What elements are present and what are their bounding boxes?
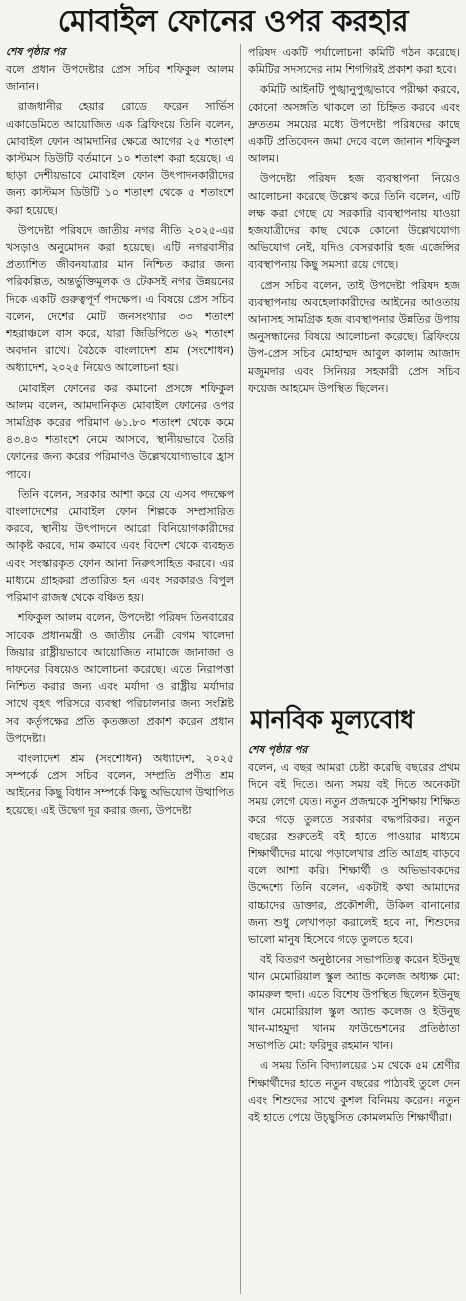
continued-kicker: শেষ পৃষ্ঠার পর xyxy=(6,46,66,58)
paragraph: রাজধানীর হেয়ার রোডে ফরেন সার্ভিস একাডেমিতে আয়োজিত এক ব্রিফিংয়ে তিনি বলেন, মোবাইল ফোন আমদানির ক্ষেত্রে আগের ২৫ শতাংশ কাস্টমস ডিউটি বর্তমানে ১০ শতাংশ করা হয়েছে। এ ছাড়া দেশীয়ভাবে মোবাইল ফোন উৎপাদনকারীদের জন্য কাস্টমস ডিউটি ১০ শতাংশ থেকে ৫ শতাংশে করা হয়েছে। xyxy=(6,100,234,217)
right-top-column xyxy=(248,44,460,694)
paragraph: কমিটি আইনটি পুঙ্খানুপুঙ্খভাবে পরীক্ষা করবে, কোনো অসঙ্গতি থাকলে তা চিহ্নিত করবে এবং দ্রুততম সময়ের মধ্যে উপদেষ্টা পরিষদের কাছে একটি প্রতিবেদন জমা দেবে বলে জানান শফিকুল আলম। xyxy=(248,83,460,166)
page-headline: মোবাইল ফোনের ওপর করহার xyxy=(57,4,409,39)
paragraph: বাংলাদেশ শ্রম (সংশোধন) অধ্যাদেশ, ২০২৫ সম্পর্কে প্রেস সচিব বলেন, সম্প্রতি প্রণীত শ্রম আইনের কিছু বিধান সম্পর্কে কিছু অভিযোগ উত্থাপিত হয়েছে। এই উদ্বেগ দূর করার জন্য, উপদেষ্টা xyxy=(6,751,234,817)
paragraph: শফিকুল আলম বলেন, উপদেষ্টা পরিষদ তিনবারের সাবেক প্রধানমন্ত্রী ও জাতীয় নেত্রী বেগম খালেদা জিয়ার রাষ্ট্রীয়ভাবে আয়োজিত নামাজে জানাজা ও দাফনের বিষয়েও আলোচনা করেছে। এতে নিরাপত্তা নিশ্চিত করার জন্য এবং মর্যাদা ও রাষ্ট্রীয় মর্যাদার সাথে বৃহৎ পরিসরে ব্যবস্থা পরিচালনার জন্য সংশ্লিষ্ট সব কর্তৃপক্ষের প্রতি কৃতজ্ঞতা প্রকাশ করেন প্রধান উপদেষ্টা। xyxy=(6,611,234,745)
paragraph: উপদেষ্টা পরিষদ হজ ব্যবস্থাপনা নিয়েও আলোচনা করেছে উল্লেখ করে তিনি বলেন, এটি লক্ষ করা গেছে যে সরকারি ব্যবস্থাপনায় যাওয়া হজযাত্রীদের কাছ থেকে কোনো উল্লেখযোগ্য অভিযোগ নেই, যদিও বেসরকারি হজ এজেন্সির ব্যবস্থাপনায় কিছু সমস্যা রয়ে গেছে। xyxy=(248,172,460,272)
paragraph: মোবাইল ফোনের কর কমানো প্রসঙ্গে শফিকুল আলম বলেন, আমদানিকৃত মোবাইল ফোনের ওপর সামগ্রিক করের পরিমাণ ৬১.৮০ শতাংশ থেকে কমে ৪৩.৪৩ শতাংশে নেমে আসবে, স্থানীয়ভাবে তৈরি ফোনের জন্য করের পরিমাণও উল্লেখযোগ্যভাবে হ্রাস পাবে। xyxy=(6,381,234,481)
paragraph: বই বিতরণ অনুষ্ঠানের সভাপতিত্ব করেন ইউনুছ খান মেমোরিয়াল স্কুল অ্যান্ড কলেজ অধ্যক্ষ মো: কামরুল হুদা। এতে বিশেষ উপস্থিত ছিলেন ইউনুছ খান মেমোরিয়াল স্কুল অ্যান্ড কলেজ ও ইউনুছ খান-মাহমুদা খানম ফাউন্ডেশনের প্রতিষ্ঠাতা সভাপতি মো: ফরিদুর রহমান খান। xyxy=(248,953,460,1053)
paragraph: উপদেষ্টা পরিষদে জাতীয় নগর নীতি ২০২৫-এর খসড়াও অনুমোদন করা হয়েছে। এটি নগরবাসীর প্রত্যাশিত জীবনযাত্রার মান নিশ্চিত করার জন্য পরিকল্পিত, অন্তর্ভুক্তিমূলক ও টেকসই নগর উন্নয়নের দিকে একটি গুরুত্বপূর্ণ পদক্ষেপ। এ বিষয়ে প্রেস সচিব বলেন, দেশের মোট জনসংখ্যার ৩৩ শতাংশ শহরাঞ্চলে বাস করে, যারা জিডিপিতে ৬২ শতাংশ অবদান রাখে। বৈঠকে বাংলাদেশ শ্রম (সংশোধন) অধ্যাদেশ, ২০২৫ নিয়েও আলোচনা হয়। xyxy=(6,223,234,375)
continued-kicker: শেষ পৃষ্ঠার পর xyxy=(248,744,308,756)
paragraph: এ সময় তিনি বিদ্যালয়ের ১ম থেকে ৫ম শ্রেণীর শিক্ষার্থীদের হাতে নতুন বছরের পাঠ্যবই তুলে দেন এবং শিশুদের সাথে কুশল বিনিময় করেন। নতুন বই হাতে পেয়ে উচ্ছ্বসিত কোমলমতি শিক্ষার্থীরা। xyxy=(248,1059,460,1125)
second-headline: মানবিক মূল্যবোধ xyxy=(250,705,414,734)
paragraph: বলেন, এ বছর আমরা চেষ্টা করেছি বছরের প্রথম দিনে বই দিতে। অন্য সময় বই দিতে অনেকটা সময় লেগে যেত। নতুন প্রজন্মকে সুশিক্ষায় শিক্ষিত করে গড়ে তুলতে সরকার বদ্ধপরিকর। নতুন বছরের শুরুতেই বই হাতে পাওয়ার মাধ্যমে শিক্ষার্থীদের মাঝে পড়ালেখার প্রতি আগ্রহ বাড়বে বলে আশা করি। শিক্ষার্থী ও অভিভাবকদের উদ্দেশ্যে তিনি বলেন, একটাই কথা আমাদের বাচ্চাদের ডাক্তার, প্রকৌশলী, উকিল বানানোর জন্য শুধু লেখাপড়া করালেই হবে না, শিশুদের ভালো মানুষ হিসেবে গড়ে তুলতে হবে। xyxy=(248,761,460,947)
paragraph: তিনি বলেন, সরকার আশা করে যে এসব পদক্ষেপ বাংলাদেশের মোবাইল ফোন শিল্পকে সম্প্রসারিত করবে, স্থানীয় উৎপাদনে আরো বিনিয়োগকারীদের আকৃষ্ট করবে, দাম কমাবে এবং বিদেশ থেকে ব্যবহৃত এবং সংস্কারকৃত ফোন আনা নিরুৎসাহিত করবে। এর মাধ্যমে গ্রাহকরা প্রতারিত হন এবং সরকারও বিপুল পরিমাণ রাজস্ব থেকে বঞ্চিত হয়। xyxy=(6,487,234,605)
paragraph: বলে প্রধান উপদেষ্টার প্রেস সচিব শফিকুল আলম জানান। xyxy=(6,63,234,94)
paragraph: প্রেস সচিব বলেন, তাই উপদেষ্টা পরিষদ হজ ব্যবস্থাপনায় অবহেলাকারীদের আইনের আওতায় আনাসহ সামগ্রিক হজ ব্যবস্থাপনার উন্নতির উপায় অনুসন্ধানের বিষয়ে আলোচনা করেছে। ব্রিফিংয়ে উপ-প্রেস সচিব মোহাম্মদ আবুল কালাম আজাদ মজুমদার এবং সিনিয়র সহকারী প্রেস সচিব ফয়েজ আহমেদ উপস্থিত ছিলেন। xyxy=(248,278,460,395)
paragraph: পরিষদ একটি পর্যালোচনা কমিটি গঠন করেছে। কমিটির সদস্যদের নাম শিগগিরই প্রকাশ করা হবে। xyxy=(248,46,460,77)
right-bottom-column xyxy=(248,742,460,1297)
left-column xyxy=(6,44,234,1299)
column-divider xyxy=(240,44,241,1294)
